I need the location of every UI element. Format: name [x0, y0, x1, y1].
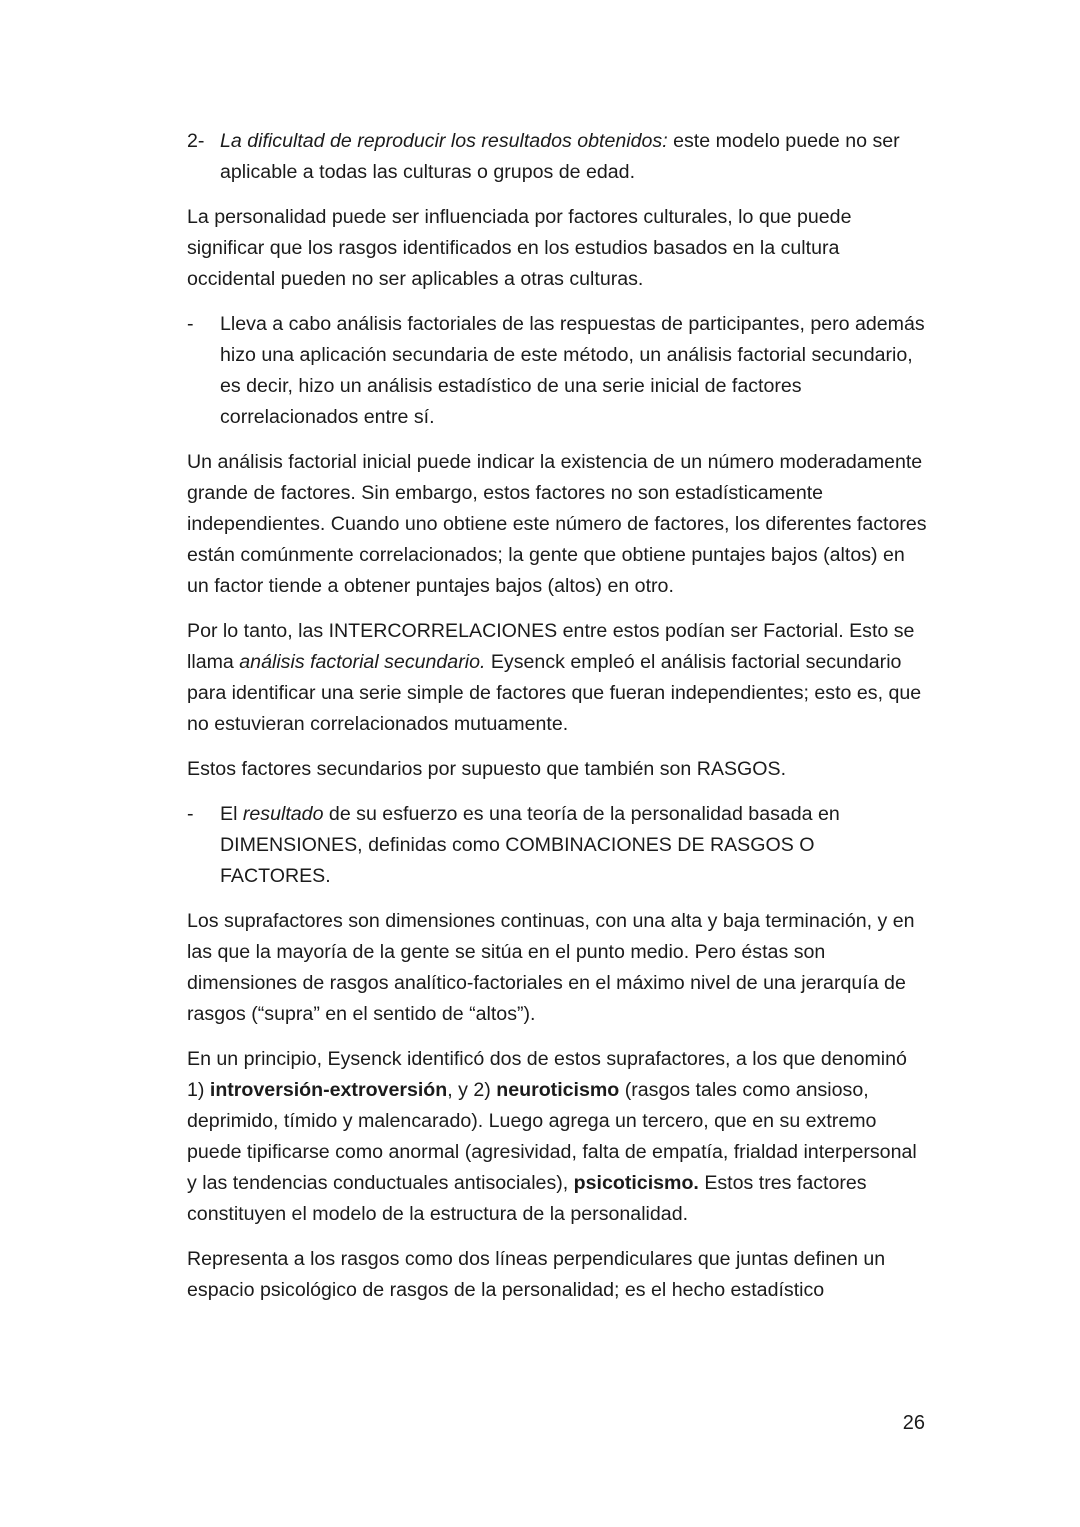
numbered-item-2 [187, 126, 929, 188]
paragraph-suprafactors: Los suprafactores son dimensiones continuas, con una alta y baja terminación, y en las que la mayoría de la gente se sitúa en el punto medio. Pero éstas son dimensiones de rasgos analítico-factoriales en el máximo nivel de una jerarquía de rasgos (“supra” en el sentido de “altos”). [187, 910, 915, 1025]
emphasis-text: resultado [242, 803, 324, 825]
item-text: este modelo puede no ser aplicable a todas las culturas o grupos de edad. [220, 130, 900, 183]
paragraph-perpendicular-lines: Representa a los rasgos como dos líneas perpendiculares que juntas definen un espacio psicológico de rasgos de la personalidad; es el hecho estadístico [187, 1248, 886, 1301]
paragraph-secondary-factors: Estos factores secundarios por supuesto que también son RASGOS. [187, 758, 787, 780]
bold-term: neuroticismo [496, 1079, 620, 1101]
paragraph-initial-analysis: Un análisis factorial inicial puede indicar la existencia de un número moderadamente grande de factores. Sin embargo, estos factores no son estadísticamente independientes. Cuando uno obtiene este número de factores, los diferentes factores están comúnmente correlacionados; la gente que obtiene puntajes bajos (altos) en un factor tiende a obtener puntajes bajos (altos) en otro. [187, 451, 927, 597]
bullet-text: Lleva a cabo análisis factoriales de las respuestas de participantes, pero además hizo una aplicación secundaria de este método, un análisis factorial secundario, es decir, hizo un análisis estadístico de una serie inicial de factores correlacionados entre sí. [220, 313, 925, 428]
page-number: 26 [902, 1412, 925, 1434]
text-run: En un principio, Eysenck identificó dos de estos suprafactores, a los que denominó 1) [187, 1048, 907, 1101]
emphasis-text: análisis factorial secundario. [239, 651, 486, 673]
item-title: La dificultad de reproducir los resultados obtenidos: [220, 130, 668, 152]
text-run: de su esfuerzo es una teoría de la personalidad basada en DIMENSIONES, definidas como COMBINACIONES DE RASGOS O FACTORES. [220, 803, 840, 887]
text-run: (rasgos tales como ansioso, deprimido, tímido y malencarado). Luego agrega un tercero, que en su extremo puede tipificarse como anormal (agresividad, falta de empatía, frialdad interpersonal y las tendencias conductuales antisociales), [187, 1079, 917, 1194]
text-run: , y 2) [447, 1079, 497, 1101]
paragraph-intercorrelations [187, 616, 929, 740]
list-marker: - [187, 803, 194, 825]
bold-term: introversión-extroversión [209, 1079, 448, 1101]
text-run: Por lo tanto, las INTERCORRELACIONES entre estos podían ser Factorial. Esto se llama [187, 620, 915, 673]
text-run: Eysenck empleó el análisis factorial secundario para identificar una serie simple de factores que fueran independientes; esto es, que no estuvieran correlacionados mutuamente. [187, 651, 922, 735]
paragraph-cultural-factors: La personalidad puede ser influenciada por factores culturales, lo que puede significar que los rasgos identificados en los estudios basados en la cultura occidental pueden no ser aplicables a otras culturas. [187, 206, 852, 290]
text-run: El [220, 803, 243, 825]
bold-term: psicoticismo. [573, 1172, 699, 1194]
bullet-item-factor-analysis [187, 309, 929, 433]
text-run: Estos tres factores constituyen el modelo de la estructura de la personalidad. [187, 1172, 867, 1225]
list-marker: 2- [187, 130, 205, 152]
paragraph-eysenck-factors [187, 1044, 929, 1230]
document-page [187, 126, 929, 1320]
bullet-item-result [187, 799, 929, 892]
list-marker: - [187, 313, 194, 335]
